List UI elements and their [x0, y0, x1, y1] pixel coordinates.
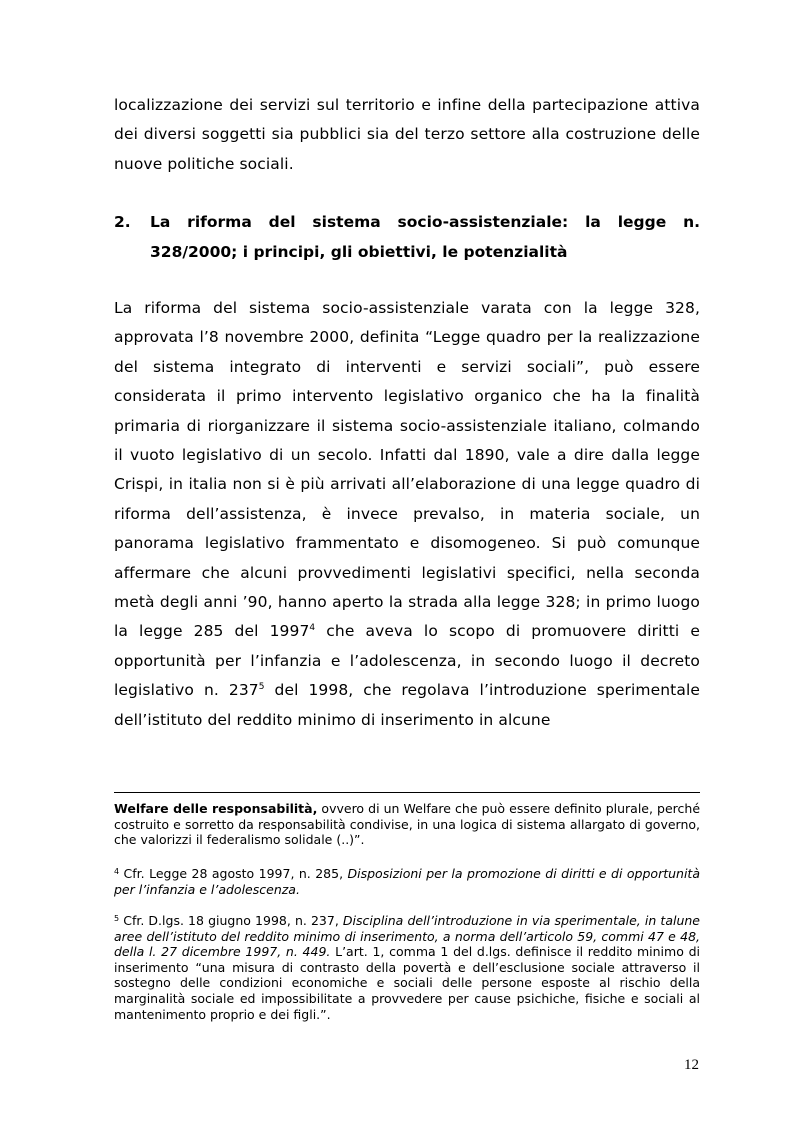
body-paragraph-2-part-1: La riforma del sistema socio-assistenziale varata con la legge 328, approvata l’8 novembre 2000, definita “Legge quadro per la realizzazione del sistema integrato di interventi e servizi sociali”, può essere considerata il primo intervento legislativo organico che ha la finalità primaria di riorganizzare il sistema socio-assistenziale italiano, colmando il vuoto legislativo di un secolo. Infatti dal 1890, vale a dire dalla legge Crispi, in italia non si è più arrivati all’elaborazione di una legge quadro di riforma dell’assistenza, è invece prevalso, in materia sociale, un panorama legislativo frammentato e disomogeneo. Si può comunque affermare che alcuni provvedimenti legislativi specifici, nella seconda metà degli anni ’90, hanno aperto la strada alla legge 328; in primo luogo la legge 285 del 1997 — [114, 299, 700, 641]
body-paragraph-1: localizzazione dei servizi sul territorio e infine della partecipazione attiva dei diversi soggetti sia pubblici sia del terzo settore alla costruzione delle nuove politiche sociali. — [114, 96, 700, 173]
footnote-continuation-bold: Welfare delle responsabilità, — [114, 801, 318, 816]
body-paragraph-2-part-2: che aveva lo scopo di promuovere diritti e opportunità per l’infanzia e l’adolescenza, in secondo luogo il decreto legislativo n. 237 — [114, 622, 700, 700]
footnote-5-text-1: Cfr. D.lgs. 18 giugno 1998, n. 237, — [119, 913, 343, 928]
body-paragraph-2-part-3: del 1998, che regolava l’introduzione sperimentale dell’istituto del reddito minimo di inserimento in alcune — [114, 681, 700, 729]
section-title: La riforma del sistema socio-assistenziale: la legge n. 328/2000; i principi, gli obiettivi, le potenzialità — [150, 213, 700, 261]
footnote-5-text-2: L’art. 1, comma 1 del d.lgs. definisce il reddito minimo di inserimento “una misura di contrasto della povertà e dell’esclusione sociale attraverso il sostegno delle condizioni economiche e sociali delle persone esposte al rischio della marginalità sociale ed impossibilitate a provvedere per cause psichiche, fisiche e sociali al mantenimento proprio e dei figli.”. — [114, 944, 700, 1022]
footnote-continuation — [114, 801, 700, 848]
footnote-reference-4[interactable]: 4 — [309, 623, 316, 634]
footnote-continuation-text: ovvero di un Welfare che può essere definito plurale, perché costruito e sorretto da responsabilità condivise, in una logica di sistema allargato di governo, che valorizzi il federalismo solidale (..)”. — [114, 801, 701, 848]
footnote-reference-5[interactable]: 5 — [258, 682, 265, 693]
footnote-separator — [114, 792, 700, 793]
section-heading — [114, 207, 700, 267]
footnote-5-title: Disciplina dell’introduzione in via sperimentale, in talune aree dell’istituto del reddito minimo di inserimento, a norma dell’articolo 59, commi 47 e 48, della l. 27 dicembre 1997, n. 449. — [114, 913, 700, 960]
page-number: 12 — [684, 1057, 699, 1073]
footnote-4-title: Disposizioni per la promozione di diritti e di opportunità per l’infanzia e l’adolescenza. — [114, 866, 700, 897]
footnote-5-mark: 5 — [114, 914, 120, 923]
footnote-4-mark: 4 — [114, 867, 120, 876]
body-paragraph-2 — [114, 294, 700, 735]
section-number: 2. — [114, 213, 131, 231]
footnote-4 — [114, 866, 700, 897]
footnote-5 — [114, 913, 700, 1022]
footnote-4-text: Cfr. Legge 28 agosto 1997, n. 285, — [119, 866, 348, 881]
